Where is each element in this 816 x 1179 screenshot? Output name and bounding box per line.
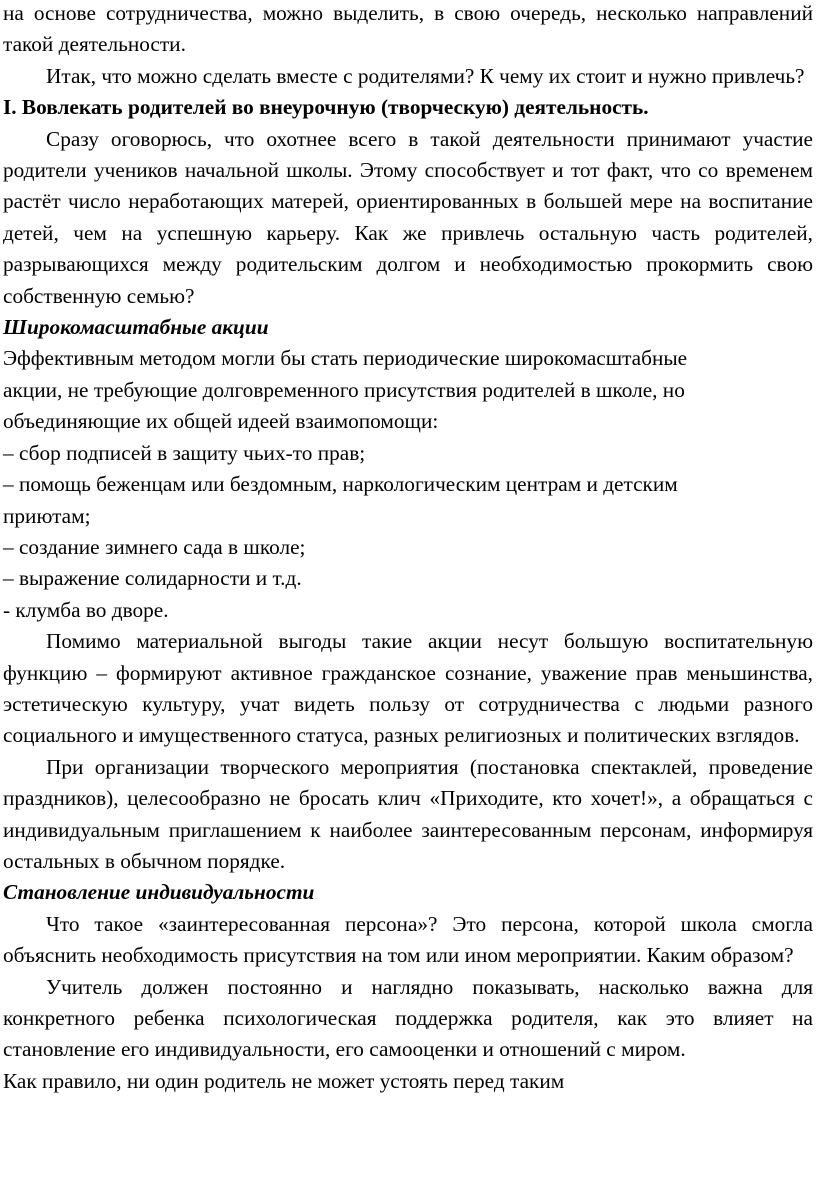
paragraph-teacher-role: Учитель должен постоянно и наглядно показывать, насколько важна для конкретного ребенка психологическая поддержка родителя, как это влияет на становление его индивидуальности, его самооценки и отношений с миром. xyxy=(3,974,813,1062)
list-item: приютам; xyxy=(3,503,91,528)
paragraph-actions-line-2: акции, не требующие долговременного присутствия родителей в школе, но xyxy=(3,377,685,402)
subheading-individuality: Становление индивидуальности xyxy=(3,880,315,905)
paragraph-creative-event: При организации творческого мероприятия (постановка спектаклей, проведение праздников), целесообразно не бросать клич «Приходите, кто хочет!», а обращаться с индивидуальным приглашением к наиболее заинтересованным персонам, информируя остальных в обычном порядке. xyxy=(3,754,813,873)
paragraph-actions-line-1: Эффективным методом могли бы стать периодические широкомасштабные xyxy=(3,346,688,371)
subheading-large-scale-actions: Широкомасштабные акции xyxy=(3,315,269,340)
section-heading-extracurricular: I. Вовлекать родителей во внеурочную (творческую) деятельность. xyxy=(3,95,649,120)
list-item: – создание зимнего сада в школе; xyxy=(3,534,306,559)
document-page xyxy=(3,0,813,1097)
list-item: - клумба во дворе. xyxy=(3,597,169,622)
paragraph-question: Итак, что можно сделать вместе с родителями? К чему их стоит и нужно привлечь? xyxy=(46,63,805,88)
paragraph-actions-line-3: объединяющие их общей идеей взаимопомощи: xyxy=(3,409,439,434)
paragraph-educational-function: Помимо материальной выгоды такие акции несут большую воспитательную функцию – формируют активное гражданское сознание, уважение прав меньшинства, эстетическую культуру, учат видеть пользу от сотрудничества с людьми разного социального и имущественного статуса, разных религиозных и политических взглядов. xyxy=(3,629,813,748)
list-item: – выражение солидарности и т.д. xyxy=(3,566,302,591)
paragraph-closing: Как правило, ни один родитель не может устоять перед таким xyxy=(3,1068,565,1093)
paragraph-primary-school-parents: Сразу оговорюсь, что охотнее всего в такой деятельности принимают участие родители учеников начальной школы. Этому способствует и тот факт, что со временем растёт число неработающих матерей, ориентированных в большей мере на воспитание детей, чем на успешную карьеру. Как же привлечь остальную часть родителей, разрывающихся между родительским долгом и необходимостью прокормить свою собственную семью? xyxy=(3,126,813,308)
list-item: – сбор подписей в защиту чьих-то прав; xyxy=(3,440,366,465)
paragraph-interested-person: Что такое «заинтересованная персона»? Это персона, которой школа смогла объяснить необходимость присутствия на том или ином мероприятии. Каким образом? xyxy=(3,911,813,968)
paragraph-intro-continuation: на основе сотрудничества, можно выделить, в свою очередь, несколько направлений такой деятельности. xyxy=(3,1,813,57)
list-item: – помощь беженцам или бездомным, наркологическим центрам и детским xyxy=(3,472,678,497)
